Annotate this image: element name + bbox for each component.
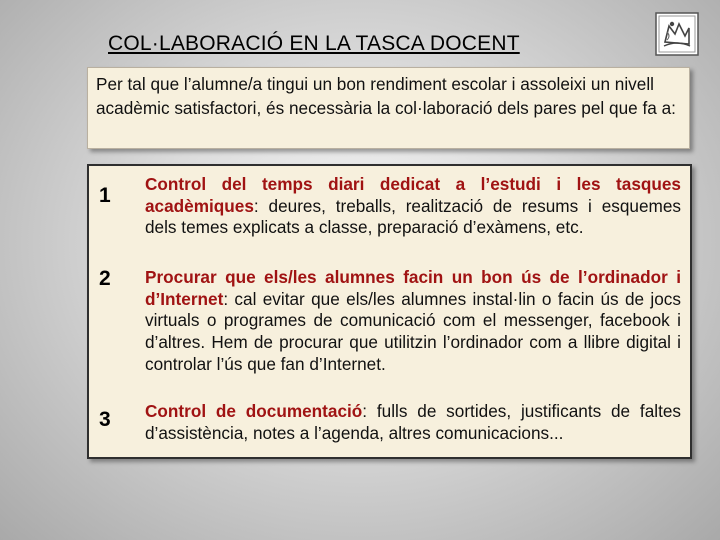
item-heading: Control del temps diari dedicat a l’estudi i les tasques acadèmiques [145, 174, 681, 216]
intro-text: Per tal que l’alumne/a tingui un bon rendiment escolar i assoleixi un nivell acadèmic satisfactori, és necessària la col·laboració dels pares pel que fa a: [96, 74, 676, 118]
collaboration-list [87, 164, 692, 459]
item-text [145, 174, 681, 239]
item-text [145, 267, 681, 376]
item-text [145, 401, 681, 444]
intro-box [87, 67, 690, 149]
item-number: 3 [99, 408, 111, 431]
school-logo-icon [655, 12, 699, 56]
item-body: : fulls de sortides, justificants de faltes d’assistència, notes a l’agenda, altres comunicacions... [145, 401, 681, 443]
item-heading: Procurar que els/les alumnes facin un bon ús de l’ordinador i d’Internet [145, 267, 681, 309]
item-body: : deures, treballs, realització de resums i esquemes dels temes explicats a classe, preparació d’exàmens, etc. [145, 195, 681, 238]
item-number: 1 [99, 184, 111, 207]
item-body: : cal evitar que els/les alumnes instal·lin o facin ús de jocs virtuals o programes de comunicació com el messenger, facebook i d’altres. Hem de procurar que utilitzin l’ordinador com a llibre digital i controlar l’ús que fan d’Internet. [145, 288, 681, 374]
item-heading: Control de documentació [145, 401, 363, 421]
page-title: COL·LABORACIÓ EN LA TASCA DOCENT [108, 32, 520, 55]
item-number: 2 [99, 267, 111, 290]
